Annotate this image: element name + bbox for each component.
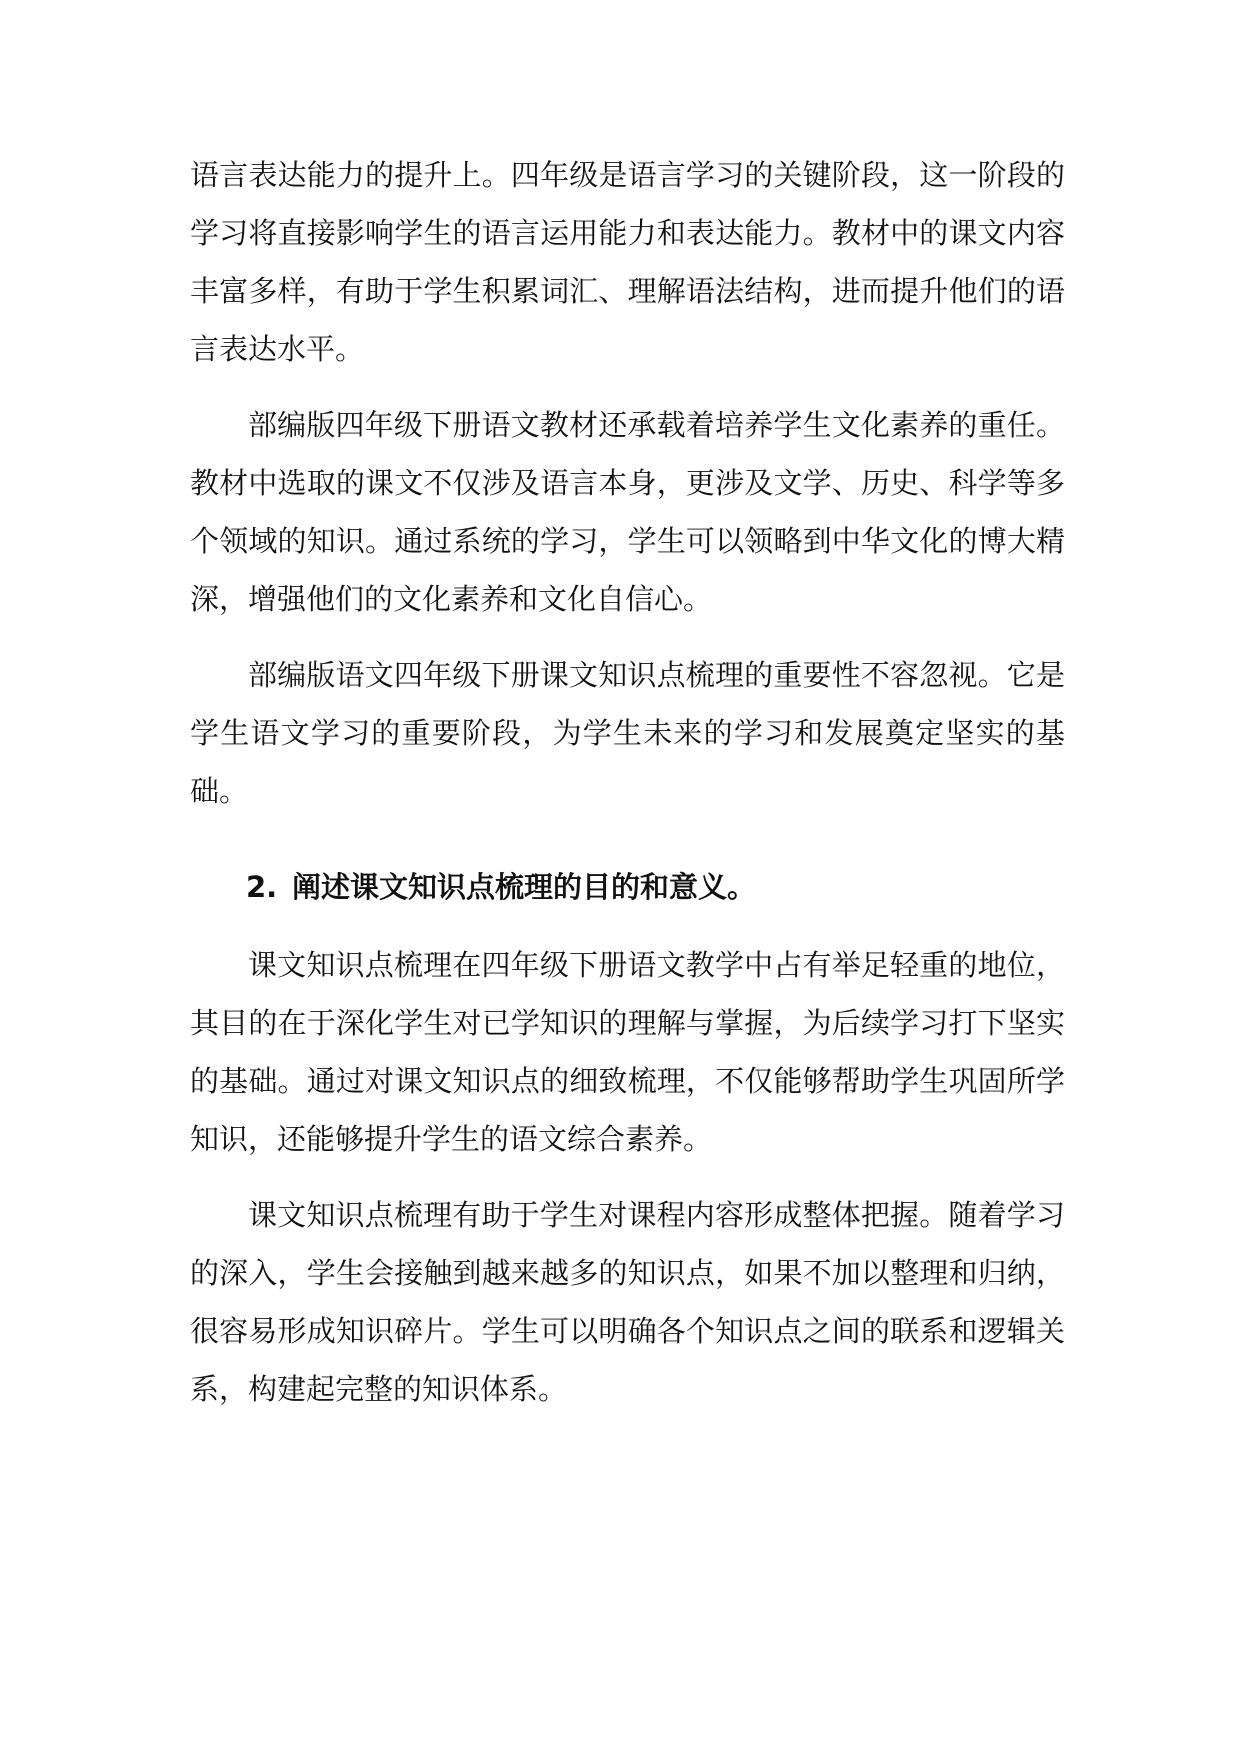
section-heading (190, 858, 1065, 916)
paragraph-importance: 部编版语文四年级下册课文知识点梳理的重要性不容忽视。它是学生语文学习的重要阶段，为学生未来的学习和发展奠定坚实的基础。 (190, 658, 1065, 808)
paragraph-holistic-grasp: 课文知识点梳理有助于学生对课程内容形成整体把握。随着学习的深入，学生会接触到越来越多的知识点，如果不加以整理和归纳，很容易形成知识碎片。学生可以明确各个知识点之间的联系和逻辑关系，构建起完整的知识体系。 (190, 1198, 1065, 1406)
paragraph-purpose: 课文知识点梳理在四年级下册语文教学中占有举足轻重的地位，其目的在于深化学生对已学知识的理解与掌握，为后续学习打下坚实的基础。通过对课文知识点的细致梳理，不仅能够帮助学生巩固所学知识，还能够提升学生的语文综合素养。 (190, 948, 1065, 1156)
paragraph-language-expression: 语言表达能力的提升上。四年级是语言学习的关键阶段，这一阶段的学习将直接影响学生的语言运用能力和表达能力。教材中的课文内容丰富多样，有助于学生积累词汇、理解语法结构，进而提升他们的语言表达水平。 (190, 158, 1065, 366)
document-body (190, 146, 1065, 1436)
paragraph-cultural-literacy: 部编版四年级下册语文教材还承载着培养学生文化素养的重任。教材中选取的课文不仅涉及语言本身，更涉及文学、历史、科学等多个领域的知识。通过系统的学习，学生可以领略到中华文化的博大精深，增强他们的文化素养和文化自信心。 (190, 408, 1065, 616)
section-number: 2. (246, 870, 278, 904)
section-title: 阐述课文知识点梳理的目的和意义。 (292, 870, 757, 904)
